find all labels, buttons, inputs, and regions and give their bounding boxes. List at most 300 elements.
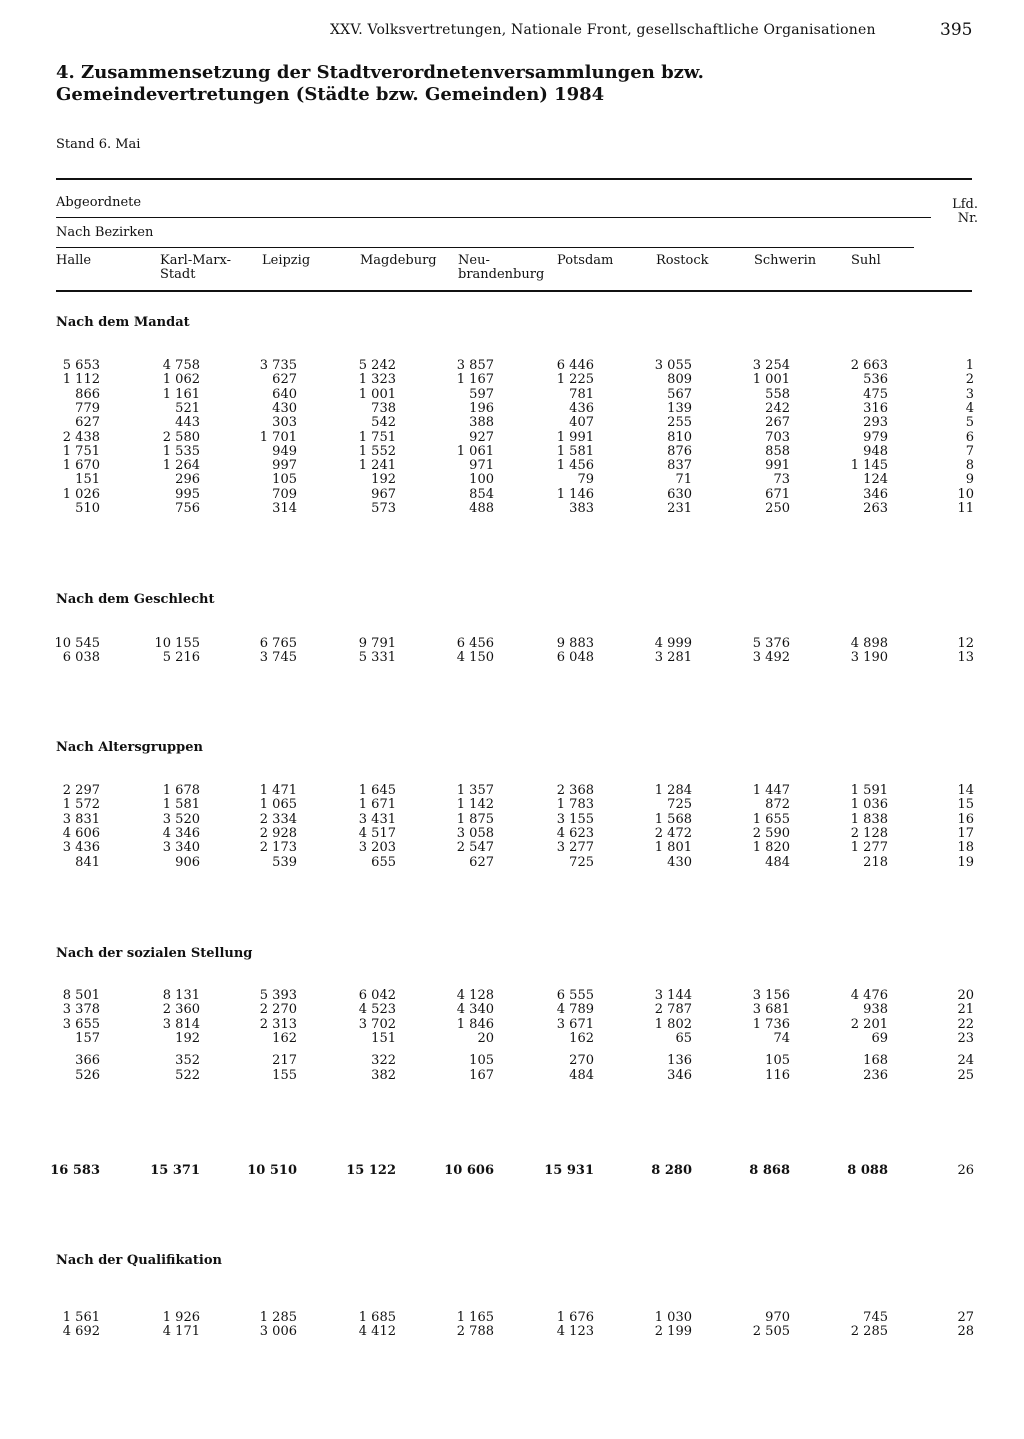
table-cell: 218: [863, 854, 888, 870]
table-cell: 1 112: [62, 372, 100, 388]
abgeordnete-rule: [56, 217, 931, 218]
table-cell: 1 701: [259, 429, 297, 445]
table-cell: 1 001: [358, 386, 396, 402]
table-cell: 430: [667, 854, 692, 870]
table-cell: 4 476: [850, 988, 888, 1003]
table-cell: 1 161: [162, 386, 200, 402]
table-cell: 4 692: [62, 1324, 100, 1340]
table-row: [0, 1018, 1024, 1032]
column-header: Potsdam: [557, 253, 614, 268]
table-cell: 1 036: [850, 797, 888, 813]
column-header: Leipzig: [262, 253, 311, 268]
abgeordnete-label: Abgeordnete: [56, 195, 142, 210]
table-cell: 597: [469, 386, 494, 402]
table-cell: 1 991: [556, 429, 594, 445]
table-cell: 4 898: [850, 636, 888, 651]
table-cell: 1 284: [654, 783, 692, 798]
table-row: [0, 1325, 1024, 1339]
table-cell: 217: [272, 1053, 297, 1069]
table-cell: 162: [569, 1030, 594, 1046]
table-cell: 2 438: [62, 429, 100, 445]
table-cell: 949: [272, 443, 297, 459]
table-cell: 1 062: [162, 372, 200, 388]
table-cell: 2 505: [752, 1324, 790, 1340]
table-row: [0, 651, 1024, 665]
table-cell: 3 006: [259, 1324, 297, 1340]
table-cell: 3 702: [358, 1016, 396, 1032]
table-cell: 346: [667, 1067, 692, 1083]
table-cell: 270: [569, 1053, 594, 1069]
row-number: 12: [957, 636, 974, 651]
table-cell: 2 787: [654, 1002, 692, 1018]
row-number: 1: [965, 358, 974, 373]
table-cell: 1 447: [752, 783, 790, 798]
table-cell: 1 030: [654, 1310, 692, 1325]
table-cell: 655: [371, 854, 396, 870]
table-cell: 979: [863, 429, 888, 445]
table-cell: 1 285: [259, 1310, 297, 1325]
table-cell: 1 225: [556, 372, 594, 388]
table-cell: 521: [175, 400, 200, 416]
table-cell: 1 676: [556, 1310, 594, 1325]
table-cell: 3 735: [259, 358, 297, 373]
table-cell: 382: [371, 1067, 396, 1083]
table-row: [0, 841, 1024, 855]
table-cell: 1 846: [456, 1016, 494, 1032]
table-cell: 136: [667, 1053, 692, 1069]
row-number: 21: [957, 1002, 974, 1018]
table-cell: 3 671: [556, 1016, 594, 1032]
table-cell: 1 838: [850, 811, 888, 827]
table-cell: 314: [272, 501, 297, 516]
table-cell: 4 623: [556, 825, 594, 841]
table-cell: 1 670: [62, 458, 100, 474]
table-cell: 105: [765, 1053, 790, 1069]
table-cell: 5 331: [358, 650, 396, 666]
table-cell: 105: [272, 472, 297, 488]
table-cell: 2 313: [259, 1016, 297, 1032]
bezirke-rule: [56, 247, 914, 248]
table-cell: 236: [863, 1067, 888, 1083]
table-cell: 2 547: [456, 840, 494, 856]
table-cell: 79: [577, 472, 594, 488]
table-row: [0, 459, 1024, 473]
table-cell: 810: [667, 429, 692, 445]
table-cell: 536: [863, 372, 888, 388]
row-number: 14: [957, 783, 974, 798]
table-cell: 242: [765, 400, 790, 416]
table-cell: 1 801: [654, 840, 692, 856]
table-cell: 1 357: [456, 783, 494, 798]
table-cell: 65: [675, 1030, 692, 1046]
table-cell: 267: [765, 415, 790, 431]
table-cell: 157: [75, 1030, 100, 1046]
table-cell: 2 580: [162, 429, 200, 445]
table-cell: 4 517: [358, 825, 396, 841]
table-cell: 15 931: [544, 1163, 594, 1178]
table-cell: 4 128: [456, 988, 494, 1003]
table-cell: 4 123: [556, 1324, 594, 1340]
table-cell: 809: [667, 372, 692, 388]
table-cell: 1 568: [654, 811, 692, 827]
row-number: 16: [957, 811, 974, 827]
table-cell: 4 346: [162, 825, 200, 841]
table-cell: 151: [371, 1030, 396, 1046]
table-cell: 1 655: [752, 811, 790, 827]
table-cell: 1 820: [752, 840, 790, 856]
table-cell: 4 340: [456, 1002, 494, 1018]
table-cell: 1 581: [162, 797, 200, 813]
table-cell: 567: [667, 386, 692, 402]
table-cell: 3 277: [556, 840, 594, 856]
table-cell: 407: [569, 415, 594, 431]
table-cell: 967: [371, 486, 396, 502]
table-cell: 1 277: [850, 840, 888, 856]
table-cell: 6 456: [456, 636, 494, 651]
table-cell: 1 026: [62, 486, 100, 502]
table-cell: 640: [272, 386, 297, 402]
row-number: 9: [965, 472, 974, 488]
table-cell: 3 681: [752, 1002, 790, 1018]
table-cell: 1 875: [456, 811, 494, 827]
table-cell: 3 831: [62, 811, 100, 827]
table-cell: 151: [75, 472, 100, 488]
table-cell: 4 523: [358, 1002, 396, 1018]
table-cell: 484: [569, 1067, 594, 1083]
table-cell: 542: [371, 415, 396, 431]
table-cell: 436: [569, 400, 594, 416]
table-cell: 3 055: [654, 358, 692, 373]
table-cell: 1 645: [358, 783, 396, 798]
table-cell: 383: [569, 501, 594, 516]
table-cell: 168: [863, 1053, 888, 1069]
table-cell: 2 472: [654, 825, 692, 841]
table-cell: 627: [75, 415, 100, 431]
table-cell: 105: [469, 1053, 494, 1069]
table-cell: 971: [469, 458, 494, 474]
column-header: Neu- brandenburg: [458, 253, 545, 282]
table-cell: 3 203: [358, 840, 396, 856]
row-number: 26: [957, 1163, 974, 1178]
table-cell: 841: [75, 854, 100, 870]
table-cell: 2 663: [850, 358, 888, 373]
table-cell: 3 814: [162, 1016, 200, 1032]
section-title: Nach der sozialen Stellung: [56, 946, 253, 961]
table-row: [0, 1311, 1024, 1325]
table-cell: 4 999: [654, 636, 692, 651]
table-cell: 1 678: [162, 783, 200, 798]
header-bottom-rule: [56, 290, 972, 292]
table-cell: 2 270: [259, 1002, 297, 1018]
table-cell: 1 535: [162, 443, 200, 459]
table-cell: 8 501: [62, 988, 100, 1003]
table-cell: 5 216: [162, 650, 200, 666]
table-cell: 1 456: [556, 458, 594, 474]
column-header: Halle: [56, 253, 92, 268]
table-cell: 2 173: [259, 840, 297, 856]
lfd-nr-header: Lfd. Nr.: [952, 197, 978, 226]
table-cell: 876: [667, 443, 692, 459]
row-number: 5: [965, 415, 974, 431]
table-cell: 854: [469, 486, 494, 502]
table-cell: 139: [667, 400, 692, 416]
table-cell: 837: [667, 458, 692, 474]
table-cell: 6 048: [556, 650, 594, 666]
table-cell: 69: [871, 1030, 888, 1046]
section-title: Nach der Qualifikation: [56, 1253, 222, 1268]
table-row: [0, 1032, 1024, 1046]
table-cell: 9 883: [556, 636, 594, 651]
table-cell: 1 061: [456, 443, 494, 459]
table-cell: 196: [469, 400, 494, 416]
table-cell: 5 242: [358, 358, 396, 373]
table-cell: 9 791: [358, 636, 396, 651]
table-cell: 3 436: [62, 840, 100, 856]
table-row: [0, 798, 1024, 812]
stand-date: Stand 6. Mai: [56, 137, 141, 152]
running-head: XXV. Volksvertretungen, Nationale Front, gesellschaftliche Organisationen: [330, 22, 876, 38]
table-cell: 8 868: [749, 1163, 790, 1178]
table-cell: 388: [469, 415, 494, 431]
table-cell: 671: [765, 486, 790, 502]
table-cell: 2 201: [850, 1016, 888, 1032]
table-cell: 3 340: [162, 840, 200, 856]
row-number: 8: [965, 458, 974, 474]
table-cell: 3 745: [259, 650, 297, 666]
table-row: [0, 813, 1024, 827]
table-cell: 6 038: [62, 650, 100, 666]
table-cell: 970: [765, 1310, 790, 1325]
table-cell: 872: [765, 797, 790, 813]
row-number: 24: [957, 1053, 974, 1069]
table-cell: 4 789: [556, 1002, 594, 1018]
table-cell: 116: [765, 1067, 790, 1083]
row-number: 7: [965, 443, 974, 459]
column-header: Suhl: [851, 253, 881, 268]
row-number: 19: [957, 854, 974, 870]
table-cell: 3 492: [752, 650, 790, 666]
table-cell: 2 334: [259, 811, 297, 827]
table-cell: 10 606: [444, 1163, 494, 1178]
table-cell: 443: [175, 415, 200, 431]
section-title: Nach dem Geschlecht: [56, 592, 215, 607]
table-cell: 1 671: [358, 797, 396, 813]
table-cell: 488: [469, 501, 494, 516]
table-cell: 3 058: [456, 825, 494, 841]
table-cell: 3 431: [358, 811, 396, 827]
row-number: 2: [965, 372, 974, 388]
table-cell: 366: [75, 1053, 100, 1069]
table-cell: 1 142: [456, 797, 494, 813]
table-cell: 627: [272, 372, 297, 388]
table-cell: 5 393: [259, 988, 297, 1003]
column-header: Magdeburg: [360, 253, 437, 268]
table-row: [0, 637, 1024, 651]
table-cell: 5 376: [752, 636, 790, 651]
table-cell: 3 857: [456, 358, 494, 373]
table-cell: 1 065: [259, 797, 297, 813]
table-cell: 2 788: [456, 1324, 494, 1340]
table-row: [0, 488, 1024, 502]
table-cell: 263: [863, 501, 888, 516]
table-cell: 906: [175, 854, 200, 870]
table-cell: 3 281: [654, 650, 692, 666]
column-header: Karl-Marx- Stadt: [160, 253, 231, 282]
table-cell: 781: [569, 386, 594, 402]
table-row: [0, 784, 1024, 798]
table-cell: 3 655: [62, 1016, 100, 1032]
table-cell: 8 088: [847, 1163, 888, 1178]
row-number: 10: [957, 486, 974, 502]
table-cell: 1 001: [752, 372, 790, 388]
table-cell: 948: [863, 443, 888, 459]
table-cell: 3 155: [556, 811, 594, 827]
table-cell: 6 555: [556, 988, 594, 1003]
table-cell: 1 264: [162, 458, 200, 474]
table-cell: 927: [469, 429, 494, 445]
table-cell: 1 572: [62, 797, 100, 813]
table-row: [0, 989, 1024, 1003]
table-cell: 231: [667, 501, 692, 516]
table-cell: 2 285: [850, 1324, 888, 1340]
row-number: 20: [957, 988, 974, 1003]
row-number: 18: [957, 840, 974, 856]
table-cell: 2 928: [259, 825, 297, 841]
table-row: [0, 502, 1024, 516]
column-header: Rostock: [656, 253, 709, 268]
page-number: 395: [940, 20, 973, 40]
table-row: [0, 431, 1024, 445]
table-cell: 6 446: [556, 358, 594, 373]
table-cell: 296: [175, 472, 200, 488]
table-cell: 3 144: [654, 988, 692, 1003]
table-cell: 745: [863, 1310, 888, 1325]
table-row: [0, 856, 1024, 870]
table-cell: 4 412: [358, 1324, 396, 1340]
table-cell: 709: [272, 486, 297, 502]
table-cell: 1 552: [358, 443, 396, 459]
row-number: 17: [957, 825, 974, 841]
table-cell: 16 583: [50, 1163, 100, 1178]
table-cell: 991: [765, 458, 790, 474]
table-cell: 1 145: [850, 458, 888, 474]
table-row: [0, 388, 1024, 402]
table-cell: 162: [272, 1030, 297, 1046]
table-top-rule: [56, 178, 972, 180]
table-cell: 756: [175, 501, 200, 516]
row-number: 22: [957, 1016, 974, 1032]
table-cell: 995: [175, 486, 200, 502]
table-cell: 6 765: [259, 636, 297, 651]
table-cell: 1 591: [850, 783, 888, 798]
table-row: [0, 402, 1024, 416]
table-row: [0, 1003, 1024, 1017]
table-cell: 303: [272, 415, 297, 431]
table-cell: 1 471: [259, 783, 297, 798]
table-cell: 352: [175, 1053, 200, 1069]
row-number: 23: [957, 1030, 974, 1046]
table-cell: 1 241: [358, 458, 396, 474]
column-header: Schwerin: [754, 253, 817, 268]
table-cell: 3 190: [850, 650, 888, 666]
table-cell: 15 371: [150, 1163, 200, 1178]
table-row: [0, 1069, 1024, 1083]
table-cell: 8 280: [651, 1163, 692, 1178]
table-cell: 475: [863, 386, 888, 402]
table-cell: 1 581: [556, 443, 594, 459]
table-cell: 3 378: [62, 1002, 100, 1018]
table-cell: 558: [765, 386, 790, 402]
table-cell: 1 146: [556, 486, 594, 502]
table-cell: 5 653: [62, 358, 100, 373]
table-cell: 3 520: [162, 811, 200, 827]
table-cell: 2 360: [162, 1002, 200, 1018]
table-cell: 510: [75, 501, 100, 516]
section-title: Nach Altersgruppen: [56, 740, 203, 755]
table-cell: 71: [675, 472, 692, 488]
table-cell: 255: [667, 415, 692, 431]
table-cell: 1 751: [62, 443, 100, 459]
table-cell: 1 751: [358, 429, 396, 445]
table-cell: 250: [765, 501, 790, 516]
table-cell: 74: [773, 1030, 790, 1046]
section-title: Nach dem Mandat: [56, 315, 190, 330]
table-cell: 522: [175, 1067, 200, 1083]
table-row: [0, 1054, 1024, 1068]
table-cell: 1 783: [556, 797, 594, 813]
row-number: 25: [957, 1067, 974, 1083]
table-cell: 1 323: [358, 372, 396, 388]
table-cell: 346: [863, 486, 888, 502]
row-number: 3: [965, 386, 974, 402]
table-cell: 2 590: [752, 825, 790, 841]
table-title: 4. Zusammensetzung der Stadtverordnetenversammlungen bzw. Gemeindevertretungen (Städte bzw. Gemeinden) 1984: [56, 62, 704, 105]
table-row: [0, 827, 1024, 841]
row-number: 15: [957, 797, 974, 813]
table-cell: 4 171: [162, 1324, 200, 1340]
table-cell: 124: [863, 472, 888, 488]
table-cell: 192: [175, 1030, 200, 1046]
row-number: 11: [957, 501, 974, 516]
table-cell: 4 606: [62, 825, 100, 841]
table-row: [0, 373, 1024, 387]
table-cell: 6 042: [358, 988, 396, 1003]
table-cell: 526: [75, 1067, 100, 1083]
table-cell: 938: [863, 1002, 888, 1018]
table-cell: 316: [863, 400, 888, 416]
table-cell: 4 758: [162, 358, 200, 373]
table-cell: 4 150: [456, 650, 494, 666]
table-cell: 539: [272, 854, 297, 870]
table-cell: 8 131: [162, 988, 200, 1003]
table-cell: 1 736: [752, 1016, 790, 1032]
table-cell: 573: [371, 501, 396, 516]
table-cell: 155: [272, 1067, 297, 1083]
table-cell: 2 297: [62, 783, 100, 798]
table-cell: 997: [272, 458, 297, 474]
table-cell: 630: [667, 486, 692, 502]
table-cell: 10 510: [247, 1163, 297, 1178]
row-number: 28: [957, 1324, 974, 1340]
table-cell: 1 926: [162, 1310, 200, 1325]
table-cell: 2 128: [850, 825, 888, 841]
table-cell: 100: [469, 472, 494, 488]
table-cell: 858: [765, 443, 790, 459]
table-cell: 192: [371, 472, 396, 488]
table-cell: 484: [765, 854, 790, 870]
table-cell: 866: [75, 386, 100, 402]
table-cell: 2 199: [654, 1324, 692, 1340]
